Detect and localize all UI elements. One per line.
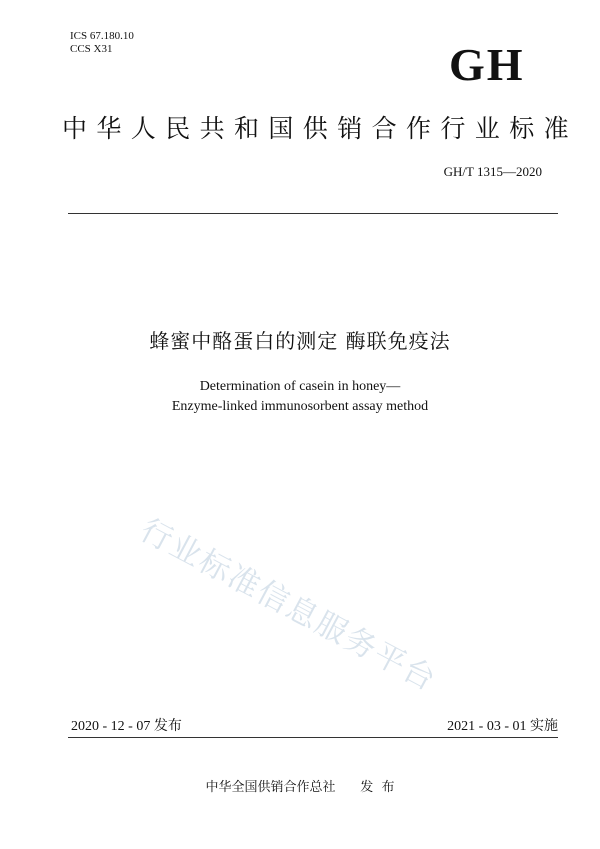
classification-codes <box>70 30 134 56</box>
bottom-divider <box>68 737 558 738</box>
ccs-code: CCS X31 <box>70 43 113 55</box>
chinese-title: 蜂蜜中酪蛋白的测定 酶联免疫法 <box>149 329 451 353</box>
publisher-line: 中华全国供销合作总社 发 布 <box>205 780 395 795</box>
gh-logo: GH <box>449 39 525 90</box>
ics-code: ICS 67.180.10 <box>70 30 134 42</box>
implementation-date: 2021 - 03 - 01 实施 <box>447 719 558 734</box>
standard-category-title: 中华人民共和国供销合作行业标准 <box>62 114 579 143</box>
top-divider <box>68 213 558 214</box>
issue-date: 2020 - 12 - 07 发布 <box>71 719 182 734</box>
watermark: 行业标准信息服务平台 <box>134 512 443 699</box>
standard-number: GH/T 1315—2020 <box>443 164 542 179</box>
english-title-line-2: Enzyme-linked immunosorbent assay method <box>171 399 429 414</box>
english-title <box>0 377 600 417</box>
english-title-line-1: Determination of casein in honey— <box>199 379 401 394</box>
